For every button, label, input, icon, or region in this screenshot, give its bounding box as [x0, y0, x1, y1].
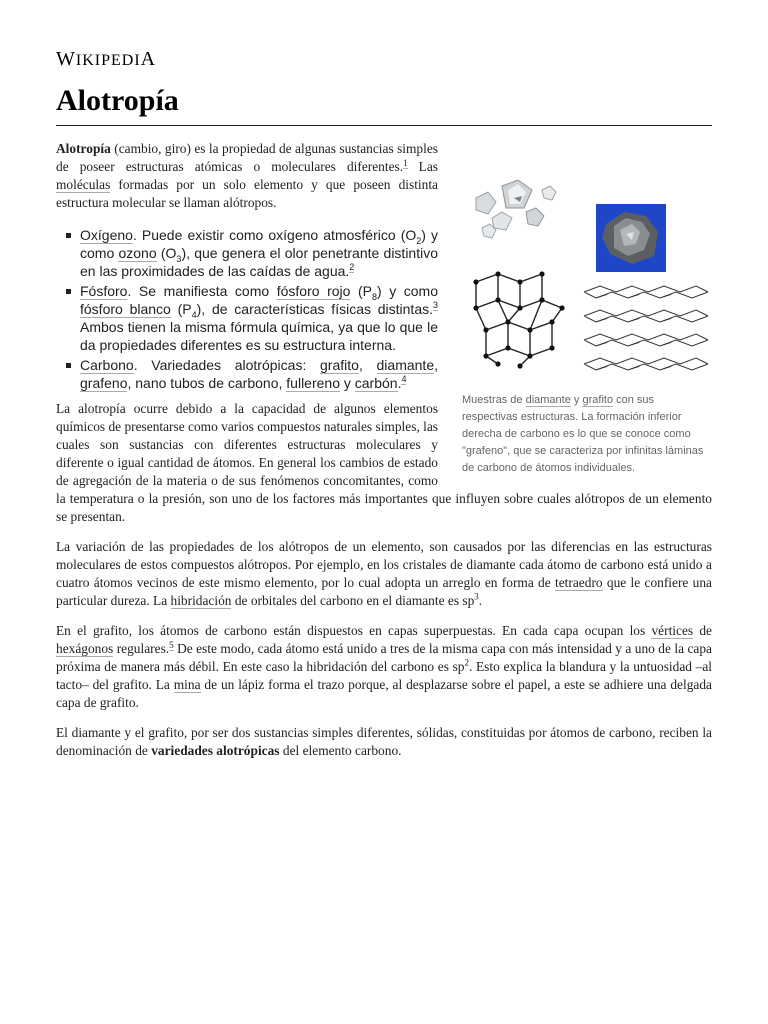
paragraph-text: de un lápiz forma el trazo porque, al desplazarse sobre el papel, a este se adhiere una delgada capa de grafito.: [56, 677, 712, 710]
link-hexagonos[interactable]: hexágonos: [56, 641, 114, 656]
list-text: ), que genera el olor penetrante distintivo en las proximidades de las caídas de agua.: [80, 245, 438, 279]
paragraph-text: del elemento carbono.: [279, 743, 402, 758]
link-fosforo-rojo[interactable]: fósforo rojo: [276, 283, 351, 299]
intro-term: Alotropía: [56, 141, 111, 156]
subscript: 8: [371, 291, 377, 302]
list-text: Ambos tienen la misma fórmula química, ya que lo que le da propiedades diferentes es su estructura interna.: [80, 319, 438, 353]
link-diamante[interactable]: diamante: [376, 357, 435, 373]
paragraph-text: La variación de las propiedades de los alótropos de un elemento, son causados por las diferencias en las estructuras moleculares de estos compuestos alótropos. Por ejemplo, en los cristales de diamante cada átomo de carbono está unido a cuatro átomos vecinos de este mismo elemento, por lo cual adopta un arreglo en forma de: [56, 539, 712, 590]
subscript: 2: [416, 235, 422, 246]
ref-1-link[interactable]: 1: [403, 157, 408, 168]
caption-text: con sus respectivas estructuras. La formación inferior derecha de carbono es lo que se conoce como "grafeno", que se caracteriza por infinitas láminas de carbono de átomos individuales.: [462, 394, 704, 474]
superscript: 3: [474, 591, 479, 602]
list-text: ,: [358, 357, 377, 373]
caption-text: Muestras de: [462, 394, 526, 406]
link-oxigeno[interactable]: Oxígeno: [80, 227, 133, 243]
link-fullereno[interactable]: fullereno: [286, 375, 340, 391]
paragraph-2: La alotropía ocurre debido a la capacidad de algunos elementos químicos de presentarse como varios compuestos naturales simples, las cuales son sustancias con diferentes estructuras moleculares y diferente o igual cantidad de átomos. En general los cambios de estado de agregación de la materia o de sus fenómenos concomitantes, como la temperatura o la presión, son uno de los factores más importantes que influyen sobre cuales alótropos de un elemento se presentan.: [56, 401, 712, 524]
paragraph-text: que le confiere una particular dureza. La: [56, 575, 713, 608]
allotrope-list: [56, 226, 712, 392]
paragraph-text: . Esto explica la blandura y la untuosidad –al tacto– del grafito. La: [56, 659, 712, 692]
bold-term: variedades alotrópicas: [151, 743, 280, 758]
list-text: ), de características físicas distintas.: [196, 301, 433, 317]
subscript: 4: [191, 309, 197, 320]
page-title: Alotropía: [56, 84, 179, 117]
ref-3-link[interactable]: 3: [433, 300, 439, 311]
list-text: ,: [434, 357, 438, 373]
link-vertices[interactable]: vértices: [651, 623, 694, 638]
link-fosforo-blanco[interactable]: fósforo blanco: [80, 301, 171, 317]
wikipedia-logo[interactable]: WIKIPEDIA: [56, 48, 157, 70]
paragraph-4: [56, 622, 712, 712]
list-text: .: [397, 375, 402, 391]
list-text: . Puede existir como oxígeno atmosférico (O: [132, 227, 417, 243]
paragraph-text: .: [478, 593, 483, 608]
caption-text: y: [570, 394, 583, 406]
superscript: 2: [464, 657, 469, 668]
paragraph-5: [56, 724, 712, 760]
list-text: (P: [350, 283, 372, 299]
list-text: , nano tubos de carbono,: [127, 375, 287, 391]
list-text: (O: [156, 245, 177, 261]
paragraph-text: regulares.: [113, 641, 170, 656]
caption-link-grafito[interactable]: grafito: [582, 394, 614, 406]
intro-text: formadas por un solo elemento y que poseen distinta estructura molecular se llaman alótropos.: [56, 177, 438, 210]
link-ozono[interactable]: ozono: [118, 245, 157, 261]
link-moleculas[interactable]: moléculas: [56, 177, 111, 192]
link-fosforo[interactable]: Fósforo: [80, 283, 128, 299]
list-text: ) y como: [80, 227, 438, 261]
link-tetraedro[interactable]: tetraedro: [555, 575, 603, 590]
intro-text: (cambio, giro) es la propiedad de algunas sustancias simples de poseer estructuras atómicas o moleculares diferentes.: [56, 141, 438, 174]
ref-5-link[interactable]: 5: [169, 639, 174, 650]
link-mina[interactable]: mina: [173, 677, 201, 692]
ref-2-link[interactable]: 2: [349, 262, 355, 273]
paragraph-text: En el grafito, los átomos de carbono están dispuestos en capas superpuestas. En cada capa ocupan los: [56, 623, 652, 638]
link-carbono[interactable]: Carbono: [80, 357, 134, 373]
paragraph-text: El diamante y el grafito, por ser dos sustancias simples diferentes, sólidas, constituidas por átomos de carbono, reciben la denominación de: [56, 725, 712, 758]
figure-caption: [462, 392, 712, 477]
list-text: ) y como: [377, 283, 438, 299]
caption-link-diamante[interactable]: diamante: [525, 394, 571, 406]
paragraph-text: De este modo, cada átomo está unido a tres de la misma capa con más intensidad y a uno de la capa próxima de manera más débil. En este caso la hibridación del carbono es sp: [56, 641, 712, 674]
list-text: (P: [170, 301, 192, 317]
link-hibridacion[interactable]: hibridación: [170, 593, 232, 608]
list-text: . Se manifiesta como: [127, 283, 277, 299]
list-text: . Variedades alotrópicas:: [133, 357, 321, 373]
paragraph-3: [56, 538, 712, 610]
list-item-carbono: [80, 356, 712, 392]
link-carbon[interactable]: carbón: [354, 375, 398, 391]
list-item-fosforo: [80, 282, 712, 354]
list-item-oxigeno: [80, 226, 712, 280]
title-divider: [56, 125, 712, 126]
article-body: [56, 140, 712, 772]
link-grafeno[interactable]: grafeno: [80, 375, 128, 391]
intro-text: Las: [407, 159, 438, 174]
list-text: y: [339, 375, 355, 391]
link-grafito[interactable]: grafito: [320, 357, 359, 373]
ref-4-link[interactable]: 4: [401, 374, 407, 385]
paragraph-text: de: [693, 623, 712, 638]
paragraph-text: de orbitales del carbono en el diamante es sp: [231, 593, 475, 608]
subscript: 3: [176, 253, 182, 264]
